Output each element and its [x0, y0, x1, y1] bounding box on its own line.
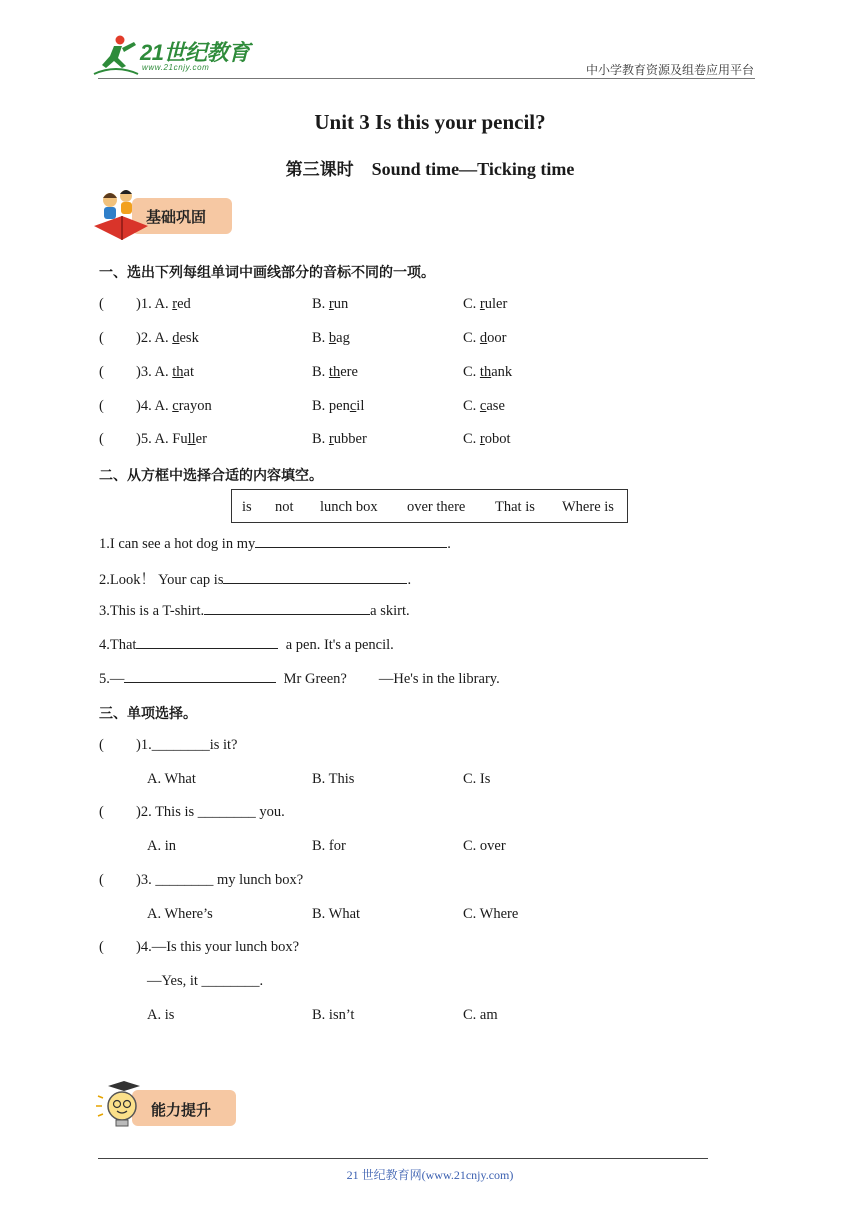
badge-label-advanced: 能力提升 — [151, 1101, 212, 1119]
question-number: )3. A. — [136, 364, 173, 380]
option-text: ubber — [333, 431, 367, 447]
option-b — [312, 330, 350, 347]
word-bank-item: Where is — [562, 499, 614, 515]
section1-heading: 一、选出下列每组单词中画线部分的音标不同的一项。 — [99, 265, 435, 281]
option-c — [463, 364, 512, 381]
option-c — [463, 330, 507, 347]
answer-blank[interactable] — [255, 534, 447, 548]
choice-a[interactable]: A. is — [147, 1007, 175, 1023]
word-bank-item: is — [242, 499, 252, 515]
question-text: )3. ________ my lunch box? — [136, 872, 304, 888]
answer-paren[interactable]: ( — [99, 804, 104, 820]
answer-paren[interactable]: ( — [99, 737, 104, 753]
fill-item-text: 5.— — [99, 671, 125, 687]
option-b — [312, 364, 358, 381]
answer-paren[interactable]: ( — [99, 431, 104, 447]
word-bank-box — [231, 489, 628, 523]
answer-blank[interactable] — [124, 669, 276, 683]
site-logo — [92, 34, 262, 80]
logo-text: 21世纪教育 — [140, 40, 250, 65]
answer-paren[interactable]: ( — [99, 939, 104, 955]
answer-blank[interactable] — [223, 570, 407, 584]
option-text: B. — [312, 296, 329, 312]
option-b — [312, 296, 348, 313]
option-text: uler — [484, 296, 508, 312]
fill-item-text: . — [447, 536, 451, 552]
choice-a[interactable]: A. What — [147, 771, 196, 787]
underlined-letters: d — [172, 330, 180, 346]
option-a — [136, 364, 194, 381]
option-text: C. — [463, 431, 480, 447]
choice-a[interactable]: A. in — [147, 838, 176, 854]
page-title: Unit 3 Is this your pencil? — [314, 110, 546, 134]
option-text: ag — [336, 330, 350, 346]
fill-item-text: Mr Green? — [276, 671, 347, 687]
underlined-letters: r — [479, 296, 485, 312]
footer-text: 21 世纪教育网(www.21cnjy.com) — [346, 1168, 514, 1182]
fill-item-text: 3.This is a T-shirt. — [99, 603, 205, 619]
fill-item-text: 4.That — [99, 637, 137, 653]
option-c — [463, 296, 507, 313]
subtitle-topic: Sound time—Ticking time — [371, 159, 575, 179]
question-number: )1. A. — [136, 296, 173, 312]
option-text: B. — [312, 431, 329, 447]
fill-item-text: 2.Look！ Your cap is — [99, 572, 224, 588]
choice-c[interactable]: C. Is — [463, 771, 491, 787]
option-b — [312, 431, 367, 448]
option-text: esk — [179, 330, 199, 346]
fill-item-5 — [99, 669, 500, 688]
option-text: un — [333, 296, 349, 312]
word-bank-item: lunch box — [320, 499, 378, 515]
question-text: )4.—Is this your lunch box? — [136, 939, 300, 955]
page-subtitle — [0, 155, 860, 180]
option-text: C. — [463, 330, 480, 346]
fill-item-2 — [99, 568, 411, 589]
choice-b[interactable]: B. for — [312, 838, 346, 854]
subtitle-lesson: 第三课时 — [285, 160, 354, 180]
logo-url: www.21cnjy.com — [142, 63, 210, 72]
choice-c[interactable]: C. am — [463, 1007, 498, 1023]
option-text: C. — [463, 364, 480, 380]
question-text: )1.________is it? — [136, 737, 238, 753]
option-c — [463, 431, 511, 448]
option-text: B. — [312, 330, 329, 346]
fill-item-text: a skirt. — [370, 603, 410, 619]
underlined-letters: c — [479, 398, 487, 414]
underlined-letters: th — [328, 364, 341, 380]
fill-item-4 — [99, 635, 394, 654]
option-text: oor — [487, 330, 507, 346]
fill-item-1 — [99, 534, 451, 553]
option-a — [136, 330, 199, 347]
answer-blank[interactable] — [136, 635, 278, 649]
option-text: Fu — [172, 431, 188, 447]
fill-item-answer-hint: —He's in the library. — [378, 671, 500, 687]
answer-paren[interactable]: ( — [99, 330, 104, 346]
word-bank-item: not — [275, 499, 294, 515]
platform-name: 中小学教育资源及组卷应用平台 — [585, 63, 754, 77]
underlined-letters: r — [479, 431, 485, 447]
choice-a[interactable]: A. Where’s — [147, 906, 213, 922]
question-response: —Yes, it ________. — [147, 973, 264, 989]
choice-b[interactable]: B. isn’t — [312, 1007, 355, 1023]
option-text: B. pen — [312, 398, 350, 414]
lightbulb-scholar-icon — [94, 1080, 142, 1136]
option-text: ase — [486, 398, 505, 414]
question-number: )4. A. — [136, 398, 173, 414]
underlined-letters: r — [328, 296, 334, 312]
option-a — [136, 296, 191, 313]
option-text: B. — [312, 364, 329, 380]
option-text: ed — [177, 296, 191, 312]
option-text: at — [183, 364, 194, 380]
choice-c[interactable]: C. over — [463, 838, 506, 854]
question-number: )2. A. — [136, 330, 173, 346]
option-text: C. — [463, 398, 480, 414]
runner-logo-icon — [92, 34, 142, 78]
option-text: obot — [484, 431, 511, 447]
word-bank-item: over there — [407, 499, 466, 515]
section-badge-basic — [88, 186, 238, 242]
reading-kids-icon — [88, 186, 152, 242]
option-text: ere — [340, 364, 358, 380]
answer-paren[interactable]: ( — [99, 296, 104, 312]
underlined-letters: b — [328, 330, 337, 346]
underlined-letters: th — [479, 364, 492, 380]
option-a — [136, 431, 207, 448]
option-c — [463, 398, 505, 415]
fill-item-text: . — [407, 572, 412, 588]
answer-paren[interactable]: ( — [99, 364, 104, 380]
question-number: )5. A. — [136, 431, 173, 447]
underlined-letters: r — [172, 296, 178, 312]
choice-b[interactable]: B. This — [312, 771, 355, 787]
badge-label-basic: 基础巩固 — [146, 208, 207, 226]
option-a — [136, 398, 212, 415]
underlined-letters: th — [172, 364, 184, 380]
section-badge-advanced — [94, 1080, 244, 1136]
underlined-letters: d — [479, 330, 488, 346]
option-text: rayon — [178, 398, 212, 414]
option-text: il — [356, 398, 365, 414]
underlined-letters: ll — [187, 431, 196, 447]
choice-b[interactable]: B. What — [312, 906, 361, 922]
answer-paren[interactable]: ( — [99, 398, 104, 414]
option-text: er — [195, 431, 207, 447]
word-bank-item: That is — [495, 499, 535, 515]
option-b — [312, 398, 364, 415]
section3-heading: 三、单项选择。 — [99, 706, 197, 722]
fill-item-3 — [99, 601, 410, 620]
underlined-letters: c — [172, 398, 179, 414]
header-divider — [98, 78, 755, 79]
question-text: )2. This is ________ you. — [136, 804, 285, 820]
footer-divider — [98, 1158, 708, 1159]
underlined-letters: c — [349, 398, 357, 414]
choice-c[interactable]: C. Where — [463, 906, 519, 922]
fill-item-text: 1.I can see a hot dog in my — [99, 536, 256, 552]
answer-paren[interactable]: ( — [99, 872, 104, 888]
section2-heading: 二、从方框中选择合适的内容填空。 — [99, 468, 323, 484]
option-text: ank — [491, 364, 513, 380]
fill-item-text: a pen. It's a pencil. — [278, 637, 394, 653]
underlined-letters: r — [328, 431, 334, 447]
option-text: C. — [463, 296, 480, 312]
answer-blank[interactable] — [204, 601, 370, 615]
